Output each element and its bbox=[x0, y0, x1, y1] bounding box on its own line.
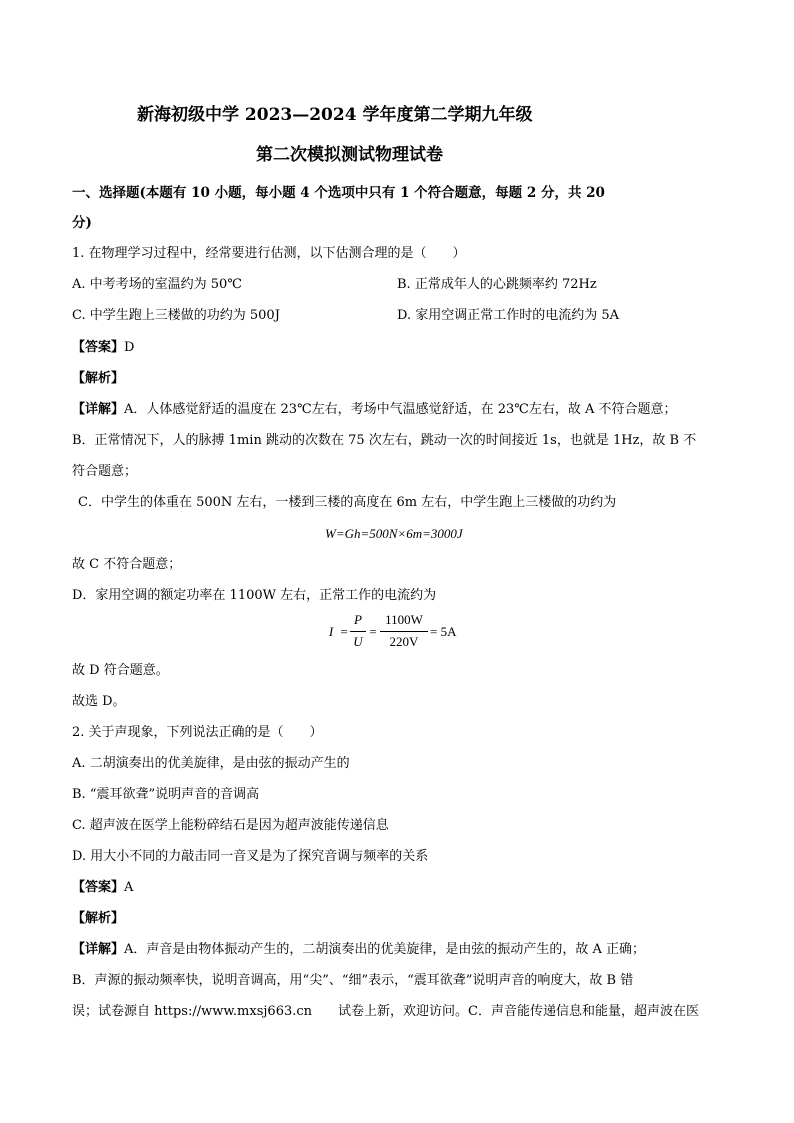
formula-eq: = bbox=[369, 624, 377, 639]
fraction-bar bbox=[380, 631, 428, 632]
question-1-option-d: D. 家用空调正常工作时的电流约为 5A bbox=[397, 308, 620, 323]
question-1-detail-b: B．正常情况下，人的脉搏 1min 跳动的次数在 75 次左右，跳动一次的时间接近 1s，也就是 1Hz，故 B 不 bbox=[72, 433, 697, 448]
question-2-option-d: D. 用大小不同的力敲击同一音叉是为了探究音调与频率的关系 bbox=[72, 849, 429, 864]
question-1-detail-c: C．中学生的体重在 500N 左右，一楼到三楼的高度在 6m 左右，中学生跑上三楼做的功约为 bbox=[78, 495, 617, 510]
question-1-detail-c-cont: 故 C 不符合题意； bbox=[72, 557, 182, 572]
question-1-detail-d-cont: 故 D 符合题意。 bbox=[72, 663, 169, 678]
answer-tag: 【答案】 bbox=[72, 880, 125, 895]
question-1-detail-d: D．家用空调的额定功率在 1100W 左右，正常工作的电流约为 bbox=[72, 588, 437, 603]
formula-denominator: 220V bbox=[389, 634, 419, 649]
question-2-detail-b: B．声源的振动频率快，说明音调高，用“尖”、“细”表示，“震耳欲聋”说明声音的响度大，故 B 错 bbox=[72, 973, 634, 988]
detail-tag: 【详解】 bbox=[72, 942, 125, 957]
question-2-stem: 2. 关于声现象，下列说法正确的是（ ） bbox=[72, 725, 323, 740]
detail-text: A．人体感觉舒适的温度在 23℃左右，考场中气温感觉舒适，在 23℃左右，故 A 不符合题意； bbox=[124, 402, 677, 417]
question-1-answer bbox=[72, 339, 134, 357]
question-2-detail-b-cont: 误；试卷源自 https://www.mxsj663.cn 试卷上新，欢迎访问。C．声音能传递信息和能量，超声波在医 bbox=[72, 1004, 699, 1019]
fraction-bar bbox=[350, 631, 366, 632]
question-1-option-a: A. 中考考场的室温约为 50℃ bbox=[72, 277, 242, 292]
formula-result: = 5A bbox=[430, 624, 457, 639]
answer-tag: 【答案】 bbox=[72, 340, 125, 355]
formula-work: W=Gh=500N×6m=3000J bbox=[325, 526, 463, 541]
formula-eq: = bbox=[340, 624, 348, 639]
detail-tag: 【详解】 bbox=[72, 402, 125, 417]
detail-text: A．声音是由物体振动产生的，二胡演奏出的优美旋律，是由弦的振动产生的，故 A 正确； bbox=[124, 942, 646, 957]
question-2-detail-a bbox=[72, 941, 645, 959]
section-heading: 一、选择题(本题有 10 小题，每小题 4 个选项中只有 1 个符合题意，每题 2 分，共 20 bbox=[72, 185, 605, 201]
question-2-option-b: B. “震耳欲聋”说明声音的音调高 bbox=[72, 787, 260, 802]
answer-value: A bbox=[124, 880, 134, 895]
question-2-option-c: C. 超声波在医学上能粉碎结石是因为超声波能传递信息 bbox=[72, 818, 389, 833]
question-2-option-a: A. 二胡演奏出的优美旋律，是由弦的振动产生的 bbox=[72, 756, 350, 771]
formula-numerator: P bbox=[354, 612, 362, 627]
question-2-analysis-tag: 【解析】 bbox=[72, 911, 125, 926]
question-1-conclusion: 故选 D。 bbox=[72, 694, 126, 709]
question-1-option-b: B. 正常成年人的心跳频率约 72Hz bbox=[397, 277, 597, 292]
question-1-stem: 1. 在物理学习过程中，经常要进行估测，以下估测合理的是（ ） bbox=[72, 246, 466, 261]
formula-denominator: U bbox=[353, 634, 363, 649]
section-heading-cont: 分) bbox=[72, 215, 92, 231]
question-1-detail-a bbox=[72, 401, 677, 419]
exam-title-line2: 第二次模拟测试物理试卷 bbox=[256, 145, 443, 165]
question-1-option-c: C. 中学生跑上三楼做的功约为 500J bbox=[72, 308, 280, 323]
formula-lhs: I bbox=[328, 624, 334, 639]
formula-numerator: 1100W bbox=[385, 612, 423, 627]
exam-title-line1: 新海初级中学 2023—2024 学年度第二学期九年级 bbox=[137, 105, 533, 125]
question-2-answer bbox=[72, 879, 133, 897]
question-1-analysis-tag: 【解析】 bbox=[72, 371, 125, 386]
answer-value: D bbox=[124, 340, 135, 355]
question-1-detail-b-cont: 符合题意； bbox=[72, 464, 138, 479]
